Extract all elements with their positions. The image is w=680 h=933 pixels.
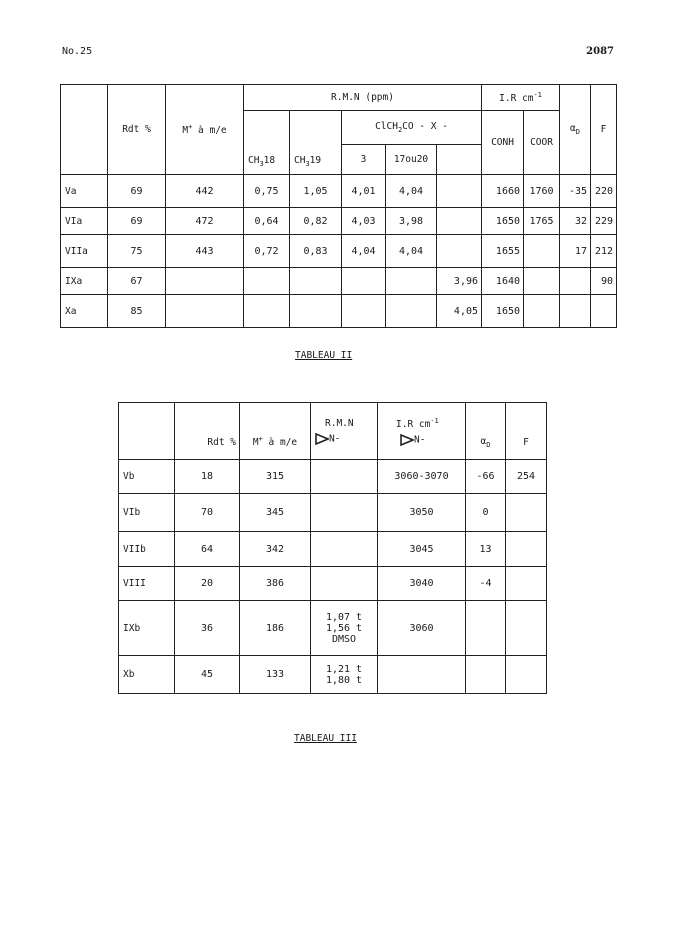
compound-cell: VIa xyxy=(61,208,108,235)
rdt-cell: 18 xyxy=(175,460,240,494)
rdt-cell: 69 xyxy=(108,175,166,208)
table-row xyxy=(61,208,617,235)
table-iii xyxy=(118,402,547,694)
clch2co-x-cell xyxy=(437,208,482,235)
conh-cell: 1650 xyxy=(482,208,524,235)
table-row xyxy=(119,494,547,532)
mplus-cell: 315 xyxy=(240,460,311,494)
alpha-cell xyxy=(560,268,591,295)
ch3-18-cell: 0,64 xyxy=(244,208,290,235)
table-ii xyxy=(60,84,617,328)
f-cell xyxy=(506,601,547,656)
clch2co-x-cell: 3,96 xyxy=(437,268,482,295)
aziridine-ring-icon xyxy=(315,433,329,445)
rdt-cell: 36 xyxy=(175,601,240,656)
table-row xyxy=(61,175,617,208)
mplus-cell: 443 xyxy=(166,235,244,268)
f-cell: 90 xyxy=(591,268,617,295)
table-row xyxy=(119,567,547,601)
conh-cell: 1655 xyxy=(482,235,524,268)
rdt-cell: 45 xyxy=(175,656,240,694)
table-ii-header-f: F xyxy=(591,85,617,175)
ir-cell: 3045 xyxy=(378,532,466,567)
rdt-cell: 75 xyxy=(108,235,166,268)
table-iii-header-mplus: M+ à m/e xyxy=(240,403,311,460)
table-ii-header-conh: CONH xyxy=(482,111,524,175)
clch2co-x-cell xyxy=(437,235,482,268)
ch3-18-cell: 0,72 xyxy=(244,235,290,268)
table-row xyxy=(119,460,547,494)
f-cell: 254 xyxy=(506,460,547,494)
mplus-cell xyxy=(166,268,244,295)
alpha-cell xyxy=(466,601,506,656)
f-cell xyxy=(506,656,547,694)
compound-cell: VIII xyxy=(119,567,175,601)
table-ii-header-ch3-19: $CH_319$ xyxy=(290,111,342,175)
f-cell xyxy=(506,494,547,532)
rmn-value: 1,80 t xyxy=(325,674,363,686)
compound-cell: VIb xyxy=(119,494,175,532)
ch3-19-cell: 0,82 xyxy=(290,208,342,235)
table-iii-caption: TABLEAU III xyxy=(294,733,357,744)
rmn-cell xyxy=(311,494,378,532)
table-row xyxy=(61,268,617,295)
ir-cell: 3060-3070 xyxy=(378,460,466,494)
ir-cell: 3050 xyxy=(378,494,466,532)
rmn-value: DMSO xyxy=(331,633,357,645)
page-journal-number: No.25 xyxy=(62,46,93,57)
mplus-cell: 186 xyxy=(240,601,311,656)
rdt-cell: 85 xyxy=(108,295,166,328)
ir-cell xyxy=(378,656,466,694)
alpha-cell: -4 xyxy=(466,567,506,601)
compound-cell: Xa xyxy=(61,295,108,328)
table-row xyxy=(61,235,617,268)
f-cell: 220 xyxy=(591,175,617,208)
alpha-cell: 13 xyxy=(466,532,506,567)
clch2co-pos3-cell xyxy=(342,295,386,328)
clch2co-pos3-cell: 4,04 xyxy=(342,235,386,268)
rmn-cell xyxy=(311,532,378,567)
clch2co-pos17-cell: 4,04 xyxy=(386,175,437,208)
aziridine-ring-icon xyxy=(400,434,414,446)
clch2co-x-cell xyxy=(437,175,482,208)
clch2co-pos17-cell xyxy=(386,295,437,328)
mplus-cell: 386 xyxy=(240,567,311,601)
mplus-cell: 133 xyxy=(240,656,311,694)
clch2co-pos3-cell: 4,03 xyxy=(342,208,386,235)
rmn-value: 1,56 t xyxy=(325,622,363,634)
coor-cell: 1765 xyxy=(524,208,560,235)
clch2co-pos17-cell: 3,98 xyxy=(386,208,437,235)
table-ii-header-rmn: R.M.N (ppm) xyxy=(244,85,482,111)
rdt-cell: 20 xyxy=(175,567,240,601)
table-ii-header-rdt: Rdt % xyxy=(108,85,166,175)
alpha-cell: -35 xyxy=(560,175,591,208)
mplus-cell: 442 xyxy=(166,175,244,208)
ir-cell: 3060 xyxy=(378,601,466,656)
compound-cell: Vb xyxy=(119,460,175,494)
table-iii-header-ir: I.R $cm^{-1}$ N- xyxy=(378,403,466,460)
table-row xyxy=(119,656,547,694)
table-row xyxy=(119,532,547,567)
table-iii-header-alpha: $\alpha_D$ xyxy=(466,403,506,460)
coor-cell xyxy=(524,235,560,268)
rmn-cell xyxy=(311,460,378,494)
rdt-cell: 67 xyxy=(108,268,166,295)
ch3-19-cell xyxy=(290,268,342,295)
table-ii-header-ir: I.R $cm^{-1}$ xyxy=(482,85,560,111)
table-iii-header-rmn: R.M.N N- xyxy=(311,403,378,460)
ch3-19-cell xyxy=(290,295,342,328)
compound-cell: VIIb xyxy=(119,532,175,567)
table-row xyxy=(61,295,617,328)
rdt-cell: 70 xyxy=(175,494,240,532)
clch2co-pos17-cell xyxy=(386,268,437,295)
rdt-cell: 64 xyxy=(175,532,240,567)
ch3-19-cell: 1,05 xyxy=(290,175,342,208)
table-ii-header-alpha: $\alpha_D$ xyxy=(560,85,591,175)
rdt-cell: 69 xyxy=(108,208,166,235)
page-number: 2087 xyxy=(586,46,614,57)
table-ii-header-pos17: 17ou20 xyxy=(386,145,437,175)
coor-cell xyxy=(524,268,560,295)
alpha-cell: 32 xyxy=(560,208,591,235)
table-ii-header-ch3-18: $CH_318$ xyxy=(244,111,290,175)
mplus-cell xyxy=(166,295,244,328)
coor-cell xyxy=(524,295,560,328)
table-ii-header-x xyxy=(437,145,482,175)
coor-cell: 1760 xyxy=(524,175,560,208)
table-row xyxy=(119,601,547,656)
compound-cell: VIIa xyxy=(61,235,108,268)
table-ii-caption: TABLEAU II xyxy=(295,350,353,361)
table-ii-header-clch2co: ClCH$_2$CO - X - xyxy=(342,111,482,145)
compound-cell: IXa xyxy=(61,268,108,295)
ir-cell: 3040 xyxy=(378,567,466,601)
rmn-cell xyxy=(311,567,378,601)
rmn-cell xyxy=(311,656,378,694)
f-cell xyxy=(506,532,547,567)
clch2co-pos3-cell xyxy=(342,268,386,295)
table-ii-header-pos3: 3 xyxy=(342,145,386,175)
rmn-value: 1,07 t xyxy=(325,611,363,623)
mplus-cell: 345 xyxy=(240,494,311,532)
table-ii-header-mplus: M+ à m/e xyxy=(166,85,244,175)
f-cell xyxy=(506,567,547,601)
mplus-cell: 472 xyxy=(166,208,244,235)
clch2co-pos3-cell: 4,01 xyxy=(342,175,386,208)
rmn-cell xyxy=(311,601,378,656)
conh-cell: 1650 xyxy=(482,295,524,328)
alpha-cell: -66 xyxy=(466,460,506,494)
ch3-18-cell xyxy=(244,268,290,295)
compound-cell: Va xyxy=(61,175,108,208)
mplus-cell: 342 xyxy=(240,532,311,567)
conh-cell: 1640 xyxy=(482,268,524,295)
compound-cell: Xb xyxy=(119,656,175,694)
table-ii-header-compound xyxy=(61,85,108,175)
f-cell: 229 xyxy=(591,208,617,235)
ch3-18-cell: 0,75 xyxy=(244,175,290,208)
compound-cell: IXb xyxy=(119,601,175,656)
ch3-18-cell xyxy=(244,295,290,328)
f-cell: 212 xyxy=(591,235,617,268)
alpha-cell: 17 xyxy=(560,235,591,268)
table-iii-header-f: F xyxy=(506,403,547,460)
f-cell xyxy=(591,295,617,328)
alpha-cell xyxy=(466,656,506,694)
rmn-value: 1,21 t xyxy=(325,663,363,675)
ch3-19-cell: 0,83 xyxy=(290,235,342,268)
clch2co-pos17-cell: 4,04 xyxy=(386,235,437,268)
alpha-cell xyxy=(560,295,591,328)
alpha-cell: 0 xyxy=(466,494,506,532)
table-iii-header-rdt: Rdt % xyxy=(175,403,240,460)
conh-cell: 1660 xyxy=(482,175,524,208)
table-iii-header-compound xyxy=(119,403,175,460)
table-ii-header-coor: COOR xyxy=(524,111,560,175)
clch2co-x-cell: 4,05 xyxy=(437,295,482,328)
